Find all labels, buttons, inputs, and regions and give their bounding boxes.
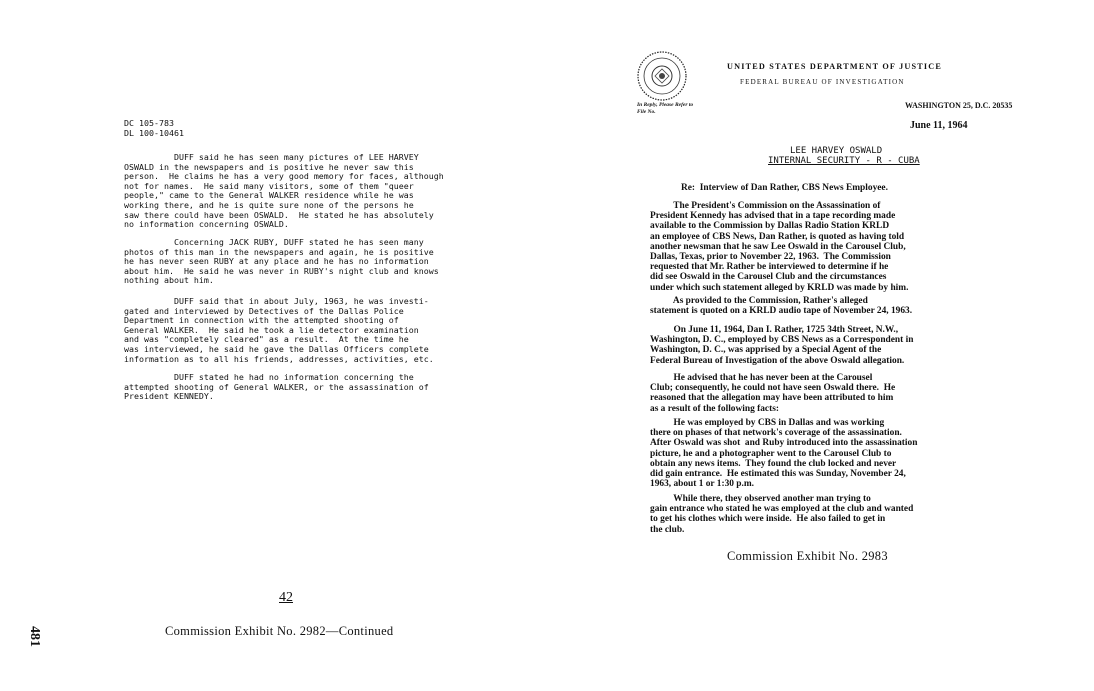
subject-line-1: LEE HARVEY OSWALD <box>790 146 883 156</box>
dept-line-1: UNITED STATES DEPARTMENT OF JUSTICE <box>727 62 943 71</box>
file-ref-2: DL 100-10461 <box>124 127 184 138</box>
reply-note <box>637 102 693 116</box>
right-paragraph-1: The President's Commission on the Assassination of President Kennedy has advised that in a tape recording made available to the Commission by Dallas Radio Station KRLD an employee of CBS News, Dan Rather, is quoted as having told another newsman that he saw Lee Oswald in the Carousel Club, Dallas, Texas, prior to November 22, 1963. The Commission requested that Mr. Rather be interviewed to determine if he did see Oswald in the Carousel Club and the circumstances under which such statement alleged by KRLD was made by him. <box>650 201 909 293</box>
page-mark: 42 <box>279 590 293 605</box>
left-paragraph-2: Concerning JACK RUBY, DUFF stated he has seen many photos of this man in the newspapers and again, he is positive he has never seen RUBY at any place and he has no information about him. He said he was never in RUBY's night club and knows nothing about him. <box>124 237 439 286</box>
right-paragraph-6: While there, they observed another man trying to gain entrance who stated he was employed at the club and wanted to get his clothes which were inside. He also failed to get in the club. <box>650 494 914 535</box>
file-reference <box>124 119 184 138</box>
seal-icon <box>636 50 688 102</box>
right-paragraph-5: He was employed by CBS in Dallas and was working there on phases of that network's coverage of the assassination. After Oswald was shot and Ruby introduced into the assassination picture, he and a photographer went to the Carousel Club to obtain any news items. They found the club locked and never did gain entrance. He estimated this was Sunday, November 24, 1963, about 1 or 1:30 p.m. <box>650 418 918 490</box>
right-caption: Commission Exhibit No. 2983 <box>727 549 888 563</box>
letter-date: June 11, 1964 <box>910 120 968 131</box>
dept-line-2: FEDERAL BUREAU OF INVESTIGATION <box>740 78 905 86</box>
reply-note-2: File No. <box>637 109 656 115</box>
left-caption <box>165 624 393 639</box>
re-line: Re: Interview of Dan Rather, CBS News Employee. <box>681 183 888 193</box>
doj-seal <box>636 50 688 102</box>
left-paragraph-4: DUFF stated he had no information concerning the attempted shooting of General WALKER, or the assassination of President KENNEDY. <box>124 372 429 402</box>
right-paragraph-3: On June 11, 1964, Dan I. Rather, 1725 34th Street, N.W., Washington, D. C., employed by CBS News as a Correspondent in Washington, D. C., was apprised by a Special Agent of the Federal Bureau of Investigation of the above Oswald allegation. <box>650 325 914 366</box>
right-paragraph-4: He advised that he has never been at the Carousel Club; consequently, he could not have seen Oswald there. He reasoned that the allegation may have been attributed to him as a result of the following facts: <box>650 373 896 414</box>
file-ref-1: DC 105-783 <box>124 118 174 128</box>
left-caption-continued: —Continued <box>325 624 394 638</box>
page-number: 481 <box>27 626 42 647</box>
reply-note-1: In Reply, Please Refer to <box>637 102 694 108</box>
location: WASHINGTON 25, D.C. 20535 <box>905 101 1013 110</box>
subject-line-2: INTERNAL SECURITY - R - CUBA <box>768 156 920 166</box>
right-paragraph-2: As provided to the Commission, Rather's alleged statement is quoted on a KRLD audio tape of November 24, 1963. <box>650 296 913 317</box>
left-paragraph-3: DUFF said that in about July, 1963, he was investi- gated and interviewed by Detectives of the Dallas Police Department in connection with the attempted shooting of General WALKER. He said he took a lie detector examination and was "completely cleared" as a result. At the time he was interviewed, he said he gave the Dallas Officers complete information as to all his friends, addresses, activities, etc. <box>124 296 434 364</box>
left-caption-main: Commission Exhibit No. 2982 <box>165 624 326 638</box>
left-paragraph-1: DUFF said he has seen many pictures of LEE HARVEY OSWALD in the newspapers and is positive he never saw this person. He claims he has a very good memory for faces, although not for names. He said many visitors, some of them "queer people," came to the General WALKER residence while he was working there, and he is quite sure none of the persons he saw there could have been OSWALD. He stated he has absolutely no information concerning OSWALD. <box>124 152 444 230</box>
